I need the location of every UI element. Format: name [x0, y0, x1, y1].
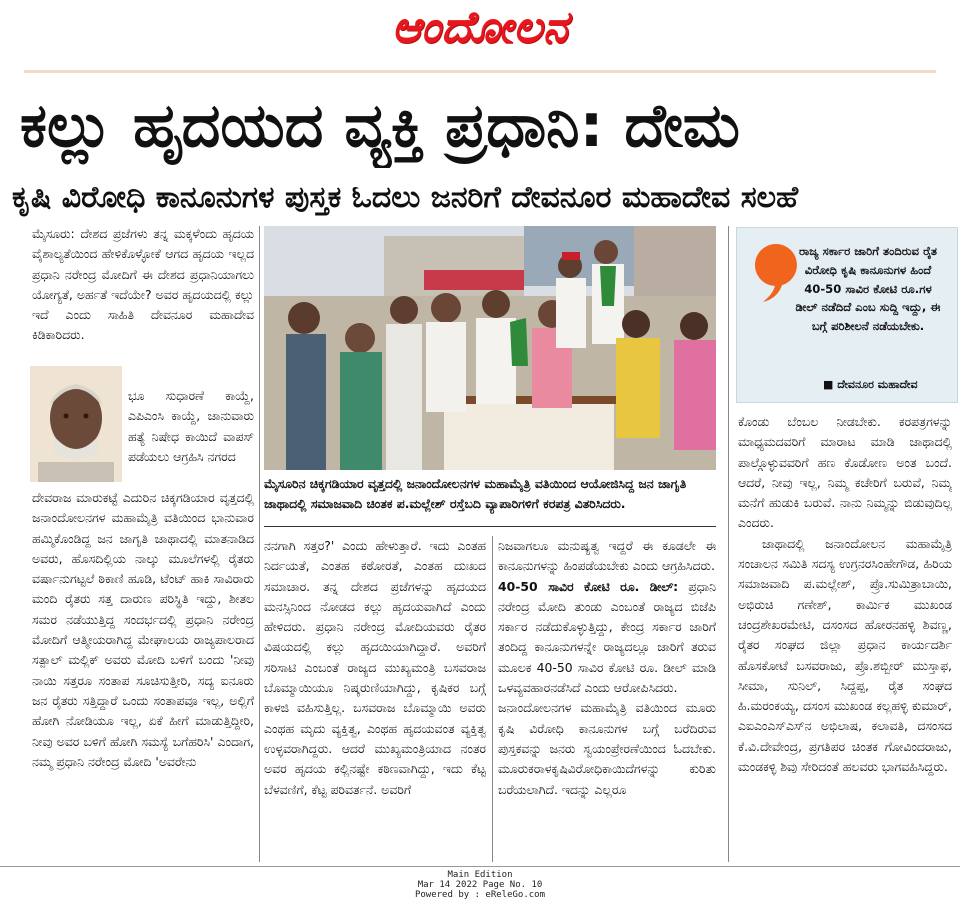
- article-paragraph: ನಿಜವಾಗಲೂ ಮನುಷ್ಯತ್ವ ಇದ್ದರೆ ಈ ಕೂಡಲೇ ಈ ಕಾನೂನುಗಳನ್ನು ಹಿಂಪಡೆಯಬೇಕು ಎಂದು ಆಗ್ರಹಿಸಿದರು.: [498, 538, 716, 574]
- news-photo: [264, 226, 716, 470]
- powered-by-link[interactable]: Powered by : eReleGo.com: [414, 890, 546, 900]
- masthead: [0, 0, 960, 64]
- article-column-1-beside-portrait: [128, 386, 254, 482]
- article-paragraph: ಭೂ ಸುಧಾರಣೆ ಕಾಯ್ದೆ, ಎಪಿಎಂಸಿ ಕಾಯ್ದೆ, ಜಾನುವಾರು ಹತ್ಯೆ ನಿಷೇಧ ಕಾಯಿದೆ ವಾಪಸ್ ಪಡೆಯಲು ಆಗ್ರಹಿಸಿ ನಗರದ: [128, 388, 254, 464]
- pull-quote-text: ರಾಜ್ಯ ಸರ್ಕಾರ ಜಾರಿಗೆ ತಂದಿರುವ ರೈತ ವಿರೋಧಿ ಕೃಷಿ ಕಾನೂನುಗಳ ಹಿಂದೆ 40-50 ಸಾವಿರ ಕೋಟಿ ರೂ.ಗಳ ಡೀಲ್ ನಡೆದಿದೆ ಎಂಬ ಸುದ್ದಿ ಇದ್ದು, ಈ ಬಗ್ಗೆ ಪರಿಶೀಲನೆ ನಡೆಯಬೇಕು.: [795, 244, 941, 334]
- photo-caption: ಮೈಸೂರಿನ ಚಿಕ್ಕಗಡಿಯಾರ ವೃತ್ತದಲ್ಲಿ ಜನಾಂದೋಲನಗಳ ಮಹಾಮೈತ್ರಿ ವತಿಯಿಂದ ಆಯೋಜಿಸಿದ್ದ ಜನ ಜಾಗೃತಿ ಜಾಥಾದಲ್ಲಿ ಸಮಾಜವಾದಿ ಚಿಂತಕ ಪ.ಮಲ್ಲೇಶ್ ರಸ್ತೆಬದಿ ವ್ಯಾಪಾರಿಗಳಿಗೆ ಕರಪತ್ರ ವಿತರಿಸಿದರು.: [264, 474, 716, 527]
- headline: ಕಲ್ಲು ಹೃದಯದ ವ್ಯಕ್ತಿ ಪ್ರಧಾನಿ: ದೇಮ: [20, 91, 740, 161]
- article-paragraph: ದೇವರಾಜ ಮಾರುಕಟ್ಟೆ ಎದುರಿನ ಚಿಕ್ಕಗಡಿಯಾರ ವೃತ್ತದಲ್ಲಿ ಜನಾಂದೋಲನಗಳ ಮಹಾಮೈತ್ರಿ ವತಿಯಿಂದ ಭಾನುವಾರ ಹಮ್ಮಿಕೊಂಡಿದ್ದ ಜನ ಜಾಗೃತಿ ಜಾಥಾದಲ್ಲಿ ಮಾತನಾಡಿದ ಅವರು, ಹೊಸದಿಲ್ಲಿಯ ನಾಲ್ಕು ಮೂಲೆಗಳಲ್ಲಿ ರೈತರು ವರ್ಷಾನುಗಟ್ಟಲೆ ಠಿಕಾಣಿ ಹೂಡಿ, ಟೆಂಟ್ ಹಾಕಿ ಸಾವಿರಾರು ಮಂದಿ ರೈತರು ಸತ್ತ ದಾರುಣ ಪರಿಸ್ಥಿತಿ ಇದ್ದು, ಶೀತಲ ಸಮರ ನಡೆಯುತ್ತಿದ್ದ ಸಂದರ್ಭದಲ್ಲಿ ಪ್ರಧಾನಿ ನರೇಂದ್ರ ಮೋದಿಗೆ ಆತ್ಮೀಯರಾಗಿದ್ದ ಮೇಘಾಲಯ ರಾಜ್ಯಪಾಲರಾದ ಸತ್ಪಾಲ್ ಮಲ್ಲಿಕ್ ಅವರು ಮೋದಿ ಬಳಿಗೆ ಬಂದು 'ನೀವು ನಾಯಿ ಸತ್ತರೂ ಸಂತಾಪ ಸೂಚಿಸುತ್ತೀರಿ, ಸದ್ಯ ಐನೂರು ಜನ ರೈತರು ಸತ್ತಿದ್ದಾರೆ ಒಂದು ಸಂತಾಪವೂ ಇಲ್ಲ, ಅಲ್ಲಿಗೆ ಹೋಗಿ ನೋಡಿಯೂ ಇಲ್ಲ, ಏಕೆ ಹೀಗೆ ಮಾಡುತ್ತಿದ್ದೀರಿ, ನೀವು ಅವರ ಬಳಿಗೆ ಹೋಗಿ ಸಮಸ್ಯೆ ಬಗೆಹರಿಸಿ' ಎಂದಾಗ, ನಮ್ಮ ಪ್ರಧಾನಿ ನರೇಂದ್ರ ಮೋದಿ 'ಅವರೇನು: [32, 490, 254, 769]
- newspaper-logo: ಆಂದೋಲನ: [391, 2, 569, 53]
- article-column-1-top: [32, 224, 254, 364]
- subheadline: ಕೃಷಿ ವಿರೋಧಿ ಕಾನೂನುಗಳ ಪುಸ್ತಕ ಓದಲು ಜನರಿಗೆ ದೇವನೂರ ಮಹಾದೇವ ಸಲಹೆ: [12, 180, 799, 215]
- footer: [0, 870, 960, 900]
- pull-quote-byline: ■ ದೇವನೂರ ಮಹಾದೇವ: [823, 378, 918, 391]
- article-column-1-bottom: [32, 488, 254, 860]
- footer-rule: [0, 866, 960, 867]
- column-divider: [492, 536, 493, 862]
- article-column-2: [264, 536, 486, 860]
- article-paragraph: ನನಗಾಗಿ ಸತ್ತರ?' ಎಂದು ಹೇಳುತ್ತಾರೆ. ಇದು ಎಂತಹ ನಿರ್ದಯತೆ, ಎಂತಹ ಕಠೋರತೆ, ಎಂತಹ ದುಃಖದ ಸಮಾಚಾರ. ತನ್ನ ದೇಶದ ಪ್ರಜೆಗಳನ್ನು ಹೃದಯದ ಮನಸ್ಸಿನಿಂದ ನೋಡದ ಕಲ್ಲು ಹೃದಯವಾಗಿದೆ ಎಂದು ಹೇಳಿದರು. ಪ್ರಧಾನಿ ನರೇಂದ್ರ ಮೋದಿಯವರು ರೈತರ ವಿಷಯದಲ್ಲಿ ಕಲ್ಲು ಹೃದಯಿಯಾಗಿದ್ದಾರೆ. ಅವರಿಗೆ ಸರಿಸಾಟಿ ಎಂಬಂತೆ ರಾಜ್ಯದ ಮುಖ್ಯಮಂತ್ರಿ ಬಸವರಾಜ ಬೊಮ್ಮಾಯಿಯೂ ನಿಷ್ಕರುಣಿಯಾಗಿದ್ದು, ಕೃಷಿಕರ ಬಗ್ಗೆ ಕಾಳಜಿ ವಹಿಸುತ್ತಿಲ್ಲ. ಬಸವರಾಜ ಬೊಮ್ಮಾಯಿ ಅವರು ಎಂಥಹ ಮೃದು ವ್ಯಕ್ತಿತ್ವ, ಎಂಥಹ ಹೃದಯವಂತ ವ್ಯಕ್ತಿತ್ವ ಉಳ್ಳವರಾಗಿದ್ದರು. ಆದರೆ ಮುಖ್ಯಮಂತ್ರಿಯಾದ ನಂತರ ಅವರ ಹೃದಯ ಕಲ್ಲಿನಷ್ಟೇ ಕಠಿಣವಾಗಿದ್ದು, ಇದು ಕೆಟ್ಟ ಬೆಳವಣಿಗೆ, ಕೆಟ್ಟ ಪರಿವರ್ತನೆ. ಅವರಿಗೆ: [264, 538, 486, 797]
- author-portrait: [30, 366, 122, 482]
- edition-label: Main Edition: [447, 870, 513, 880]
- subsection-heading: 40-50 ಸಾವಿರ ಕೋಟಿ ರೂ. ಡೀಲ್:: [498, 578, 679, 594]
- article-paragraph: ಪ್ರಧಾನಿ ನರೇಂದ್ರ ಮೋದಿ ತುಂಡು ಎಂಬಂತೆ ರಾಜ್ಯದ ಬಿಜೆಪಿ ಸರ್ಕಾರ ನಡೆದುಕೊಳ್ಳುತ್ತಿದ್ದು, ಕೇಂದ್ರ ಸರ್ಕಾರ ಜಾರಿಗೆ ತಂದಿದ್ದ ಕಾನೂನುಗಳನ್ನೇ ರಾಜ್ಯದಲ್ಲೂ ಜಾರಿಗೆ ತರುವ ಮೂಲಕ 40-50 ಸಾವಿರ ಕೋಟಿ ರೂ. ಡೀಲ್ ಮಾಡಿ ಒಳವ್ಯವಹಾರನಡೆಸಿದೆ ಎಂದು ಆರೋಪಿಸಿದರು.: [498, 578, 716, 696]
- column-divider: [259, 226, 260, 862]
- article-paragraph: ಜನಾಂದೋಲನಗಳ ಮಹಾಮೈತ್ರಿ ವತಿಯಿಂದ ಮೂರು ಕೃಷಿ ವಿರೋಧಿ ಕಾನೂನುಗಳ ಬಗ್ಗೆ ಬರೆದಿರುವ ಪುಸ್ತಕವನ್ನು ಜನರು ಸ್ವಯಂಪ್ರೇರಣೆಯಿಂದ ಓದಬೇಕು. ಮೂರುಕರಾಳಕೃಷಿವಿರೋಧಿಕಾಯಿದೆಗಳನ್ನು ಕುರಿತು ಬರೆಯಲಾಗಿದೆ. ಇದನ್ನು ಎಲ್ಲರೂ: [498, 700, 716, 797]
- column-divider: [728, 226, 729, 862]
- article-paragraph: ಜಾಥಾದಲ್ಲಿ ಜನಾಂದೋಲನ ಮಹಾಮೈತ್ರಿ ಸಂಚಾಲನ ಸಮಿತಿ ಸದಸ್ಯ ಉಗ್ರನರಸಿಂಹೇಗೌಡ, ಹಿರಿಯ ಸಮಾಜವಾದಿ ಪ.ಮಲ್ಲೇಶ್, ಪ್ರೊ.ಸುಮಿತ್ರಾಬಾಯಿ, ಅಭಿರುಚಿ ಗಣೇಶ್, ಕಾರ್ಮಿಕ ಮುಖಂಡ ಚಂದ್ರಶೇಖರಮೇಟಿ, ದಸಂಸದ ಹೋರನಹಳ್ಳಿ ಶಿವಣ್ಣ, ರೈತರ ಸಂಘದ ಜಿಲ್ಲಾ ಪ್ರಧಾನ ಕಾರ್ಯದರ್ಶಿ ಹೊಸಕೋಟೆ ಬಸವರಾಜು, ಪ್ರೊ.ಶಬ್ಬೀರ್ ಮುಸ್ತಾಫ, ಸೀಮಾ, ಸುನಿಲ್, ಸಿದ್ದಪ್ಪ, ರೈತ ಸಂಘದ ಹಿ.ಮರಂಕಯ್ಯ, ದಸಂಸ ಮುಖಂಡ ಕಲ್ಲಹಳ್ಳಿ ಕುಮಾರ್, ಎಐಎಂಎಸ್‌ಎಸ್‌ನ ಅಭಿಲಾಷ, ಕಲಾವತಿ, ದಸಂಸದ ಕೆ.ವಿ.ದೇವೇಂದ್ರ, ಪ್ರಗತಿಪರ ಚಿಂತಕ ಗೋವಿಂದರಾಜು, ಮಂಡಕಳ್ಳಿ ಶಿವು ಸೇರಿದಂತೆ ಹಲವರು ಭಾಗವಹಿಸಿದ್ದರು.: [738, 535, 952, 775]
- article-column-3: [498, 536, 716, 860]
- article-paragraph: ಮೈಸೂರು: ದೇಶದ ಪ್ರಜೆಗಳು ತನ್ನ ಮಕ್ಕಳೆಂದು ಹೃದಯ ವೈಶಾಲ್ಯತೆಯಿಂದ ಹೇಳಿಕೊಳ್ಳೋಕೆ ಆಗದ ಹೃದಯ ಇಲ್ಲದ ಪ್ರಧಾನಿ ನರೇಂದ್ರ ಮೋದಿಗೆ ಈ ದೇಶದ ಪ್ರಧಾನಿಯಾಗಲು ಯೋಗ್ಯತೆ, ಅರ್ಹತೆ ಇದೆಯೇ? ಅವರ ಹೃದಯದಲ್ಲಿ ಕಲ್ಲು ಇದೆ ಎಂದು ಸಾಹಿತಿ ದೇವನೂರ ಮಹಾದೇವ ಕಿಡಿಕಾರಿದರು.: [32, 226, 254, 343]
- article-paragraph: ಕೊಂಡು ಬೆಂಬಲ ನೀಡಬೇಕು. ಕರಪತ್ರಗಳನ್ನು ಮಾಧ್ಯಮದವರಿಗೆ ಮಾರಾಟ ಮಾಡಿ ಜಾಥಾದಲ್ಲಿ ಪಾಲ್ಗೊಳ್ಳುವವರಿಗೆ ಹಣ ಕೊಡೋಣ ಅಂತ ಬಂದೆ. ಆದರೆ, ನೀವು ಇಲ್ಲ, ನಿಮ್ಮ ಕಚೇರಿಗೆ ಬರುವೆ, ನಿಮ್ಮ ಮನೆಗೆ ಹುಡುಕಿ ಬರುವೆ. ನಾನು ನಿಮ್ಮನ್ನು ಬಿಡುವುದಿಲ್ಲ ಎಂದರು.: [738, 414, 952, 531]
- article-column-4: [738, 412, 952, 860]
- masthead-rule: [24, 70, 936, 73]
- pull-quote-box: [736, 227, 958, 403]
- date-page-label: Mar 14 2022 Page No. 10: [417, 880, 543, 890]
